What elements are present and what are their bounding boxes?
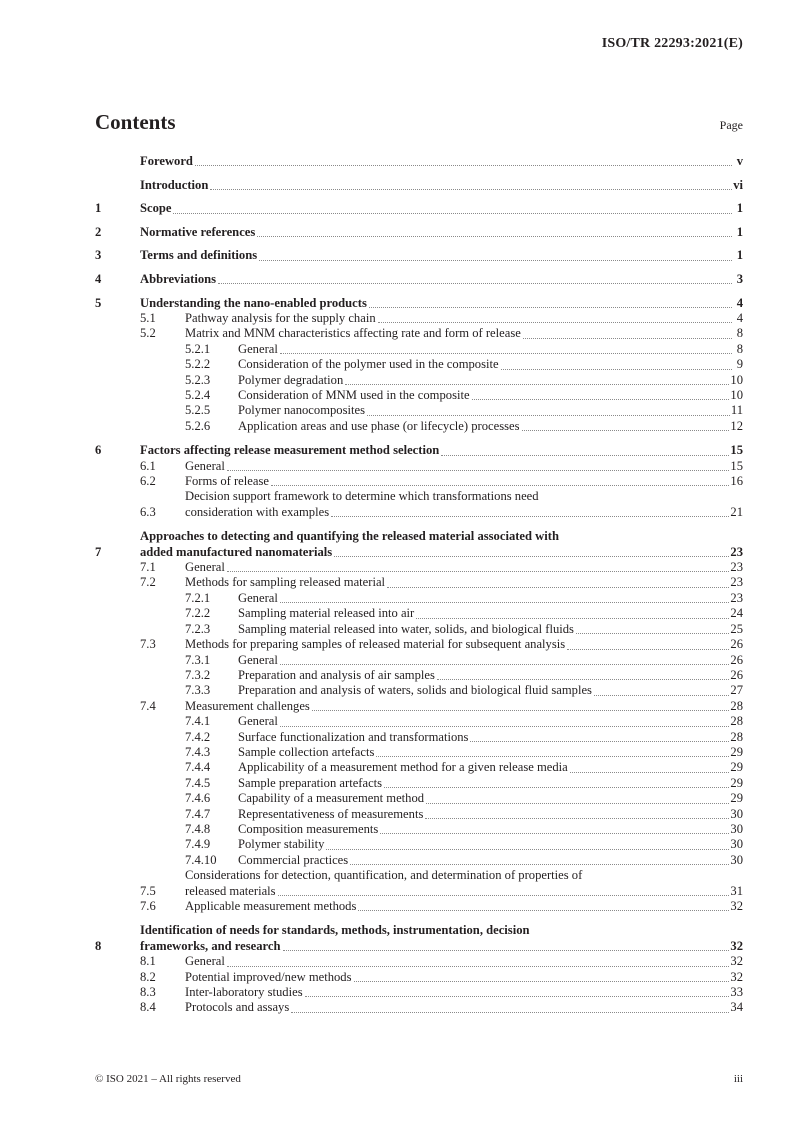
toc-entry-page: 29 [730,744,743,759]
toc-entry-number: 7.4.3 [185,744,211,759]
toc-entry-number: 7.4.1 [185,714,211,729]
toc-entry-title: General [185,954,225,969]
contents-heading: Contents [95,110,176,134]
toc-entry[interactable] [95,699,743,714]
toc-entry[interactable] [95,403,743,418]
toc-entry-title: Methods for preparing samples of released material for subsequent analysis [185,637,566,652]
toc-entry-title: General [238,652,278,667]
toc-entry[interactable] [95,730,743,745]
toc-entry-number: 5.2.5 [185,403,211,418]
dot-leader [312,710,730,711]
toc-entry-title: Commercial practices [238,852,349,867]
toc-entry[interactable] [95,837,743,852]
toc-entry[interactable] [95,591,743,606]
dot-leader [416,618,729,619]
dot-leader [437,679,730,680]
toc-entry-number: 5 [95,295,102,310]
toc-entry-page: 12 [730,418,743,433]
toc-entry-title: Sampling material released into water, solids, and biological fluids [238,621,574,636]
toc-entry-title: Considerations for detection, quantification, and determination of properties of [185,868,583,883]
toc-entry[interactable] [95,342,743,357]
toc-entry-page: v [736,154,743,168]
toc-entry-title: Preparation and analysis of waters, solids and biological fluid samples [238,683,592,698]
toc-entry-page: 34 [730,1000,743,1015]
toc-entry-title: Terms and definitions [140,248,258,263]
toc-entry-page: 27 [730,683,743,698]
toc-entry-number: 7.4.7 [185,806,211,821]
toc-entry-number: 7.4 [140,698,156,713]
dot-leader [567,649,729,650]
toc-entry[interactable] [95,419,743,434]
page-number-footer: iii [733,1073,743,1085]
toc-entry[interactable] [95,560,743,575]
toc-entry[interactable] [95,489,743,520]
toc-entry-page: 28 [730,729,743,744]
dot-leader [278,895,730,896]
toc-entry-page: 4 [736,310,743,325]
toc-entry-title: Abbreviations [140,271,217,286]
toc-entry-title: Polymer stability [238,837,325,852]
toc-entry-number: 7.6 [140,899,156,913]
toc-entry-title: Protocols and assays [185,1000,290,1015]
toc-entry-title: Representativeness of measurements [238,806,424,821]
toc-entry-number: 7.4.2 [185,729,211,744]
toc-entry-title: Pathway analysis for the supply chain [185,310,376,325]
dot-leader [280,726,730,727]
toc-entry-number: 7.4.6 [185,791,211,806]
toc-entry-page: 33 [730,985,743,1000]
toc-entry-title: Applicability of a measurement method for a given release media [238,760,568,775]
toc-entry-page: 23 [730,575,743,590]
dot-leader [501,369,732,370]
dot-leader [326,849,729,850]
toc-entry-title: General [238,714,278,729]
toc-entry-title: Methods for sampling released material [185,575,386,590]
toc-entry-page: 16 [730,474,743,489]
toc-entry-number: 5.2.3 [185,372,211,387]
toc-entry-title: Scope [140,201,172,216]
toc-entry[interactable] [95,899,743,914]
toc-entry-number: 8.2 [140,969,156,984]
toc-entry[interactable] [95,637,743,652]
dot-leader [257,236,732,237]
toc-entry-number: 5.1 [140,310,156,325]
toc-entry-page: 30 [730,821,743,836]
toc-entry-page: 26 [730,652,743,667]
dot-leader [345,384,729,385]
dot-leader [354,981,730,982]
toc-entry[interactable] [95,745,743,760]
toc-entry-page: 30 [730,837,743,852]
toc-entry[interactable] [95,178,743,193]
toc-entry-title: General [185,560,225,575]
toc-entry-page: 4 [736,295,743,310]
toc-entry-title: Normative references [140,224,256,239]
toc-entry-title: Understanding the nano-enabled products [140,295,367,310]
toc-entry-page: 30 [730,806,743,821]
toc-entry[interactable] [95,272,743,287]
toc-entry-title: Composition measurements [238,821,379,836]
toc-entry-number: 7.4.10 [185,852,217,867]
toc-entry-page: 23 [730,560,743,575]
dot-leader [358,910,729,911]
dot-leader [259,260,732,261]
toc-entry-number: 7.4.9 [185,837,211,852]
toc-entry-number: 7.3.3 [185,683,211,698]
toc-entry-number: 7.5 [140,883,156,898]
toc-entry-page: 29 [730,760,743,775]
toc-entry-title: Introduction [140,177,209,192]
toc-entry-title: Capability of a measurement method [238,791,425,806]
toc-entry-number: 7.2.1 [185,590,211,605]
toc-entry-page: 26 [730,637,743,652]
toc-entry-page: 30 [730,852,743,867]
toc-entry[interactable] [95,683,743,698]
toc-entry-page: 32 [730,899,743,913]
toc-entry-title: Consideration of the polymer used in the composite [238,357,499,372]
toc-entry-title: Factors affecting release measurement method selection [140,443,440,458]
toc-entry-number: 7.4.5 [185,775,211,790]
toc-entry-number: 7.2.2 [185,606,211,621]
toc-entry[interactable] [95,791,743,806]
toc-entry-number: 7.3.1 [185,652,211,667]
toc-entry[interactable] [95,575,743,590]
toc-entry-title: Preparation and analysis of air samples [238,667,435,682]
toc-entry-page: 32 [730,954,743,969]
dot-leader [227,966,730,967]
toc-entry-page: 26 [730,667,743,682]
toc-entry[interactable] [95,296,743,311]
toc-entry-title: General [185,458,225,473]
toc-entry-page: 29 [730,791,743,806]
toc-entry-title: Potential improved/new methods [185,969,352,984]
toc-entry-title-continued: released materials [185,883,276,898]
toc-entry-number: 5.2.2 [185,357,211,372]
dot-leader [380,833,729,834]
toc-entry[interactable] [95,923,743,954]
table-of-contents [95,154,743,1016]
toc-entry-number: 5.2.1 [185,341,211,356]
dot-leader [271,485,729,486]
toc-entry[interactable] [95,822,743,837]
toc-entry-number: 7.3 [140,637,156,652]
toc-entry-title: Matrix and MNM characteristics affecting rate and form of release [185,326,521,341]
toc-entry-number: 5.2 [140,326,156,341]
dot-leader [227,470,730,471]
dot-leader [283,950,730,951]
toc-entry-title: Applicable measurement methods [185,899,357,913]
toc-entry-number: 7.1 [140,560,156,575]
dot-leader [369,307,732,308]
toc-entry-number: 6 [95,443,102,458]
toc-entry-page: 1 [736,201,743,216]
dot-leader [523,338,732,339]
toc-entry[interactable] [95,668,743,683]
toc-entry-number: 3 [95,248,102,263]
toc-entry[interactable] [95,326,743,341]
toc-entry[interactable] [95,868,743,899]
dot-leader [570,772,730,773]
toc-entry-title: Inter-laboratory studies [185,985,303,1000]
dot-leader [280,353,732,354]
toc-entry-number: 5.2.4 [185,388,211,402]
toc-entry-page: 32 [730,969,743,984]
dot-leader [350,864,729,865]
toc-entry-number: 8.1 [140,954,156,969]
dot-leader [334,556,729,557]
dot-leader [594,695,729,696]
toc-entry-page: 15 [730,443,743,458]
toc-entry[interactable] [95,970,743,985]
toc-entry-title: Decision support framework to determine which transformations need [185,489,539,504]
toc-entry[interactable] [95,443,743,458]
dot-leader [227,571,730,572]
toc-entry[interactable] [95,388,743,403]
toc-entry-number: 1 [95,201,102,216]
toc-entry-title: Polymer nanocomposites [238,403,365,418]
toc-entry[interactable] [95,357,743,372]
toc-entry-title-continued: consideration with examples [185,504,330,519]
dot-leader [384,787,729,788]
toc-entry-page: 25 [730,621,743,636]
page-column-label: Page [719,118,743,132]
toc-entry[interactable] [95,807,743,822]
toc-entry[interactable] [95,248,743,263]
toc-entry-number: 7 [95,544,102,559]
dot-leader [470,741,729,742]
toc-entry[interactable] [95,1000,743,1015]
toc-entry-page: 15 [730,458,743,473]
toc-entry[interactable] [95,776,743,791]
toc-entry[interactable] [95,529,743,560]
toc-entry-number: 7.4.8 [185,821,211,836]
toc-entry-title-continued: frameworks, and research [140,938,281,953]
toc-entry-title: Polymer degradation [238,372,344,387]
toc-entry-page: 8 [736,326,743,341]
toc-entry-page: 24 [730,606,743,621]
toc-entry-number: 7.2.3 [185,621,211,636]
dot-leader [426,803,729,804]
toc-entry-title: Application areas and use phase (or lifecycle) processes [238,418,520,433]
toc-entry-page: vi [733,177,743,192]
dot-leader [522,430,730,431]
toc-entry-title: Forms of release [185,474,269,489]
toc-entry-title: Identification of needs for standards, methods, instrumentation, decision [140,923,530,938]
toc-entry-page: 8 [736,341,743,356]
toc-entry-title: Consideration of MNM used in the composite [238,388,470,402]
toc-entry[interactable] [95,853,743,868]
toc-entry[interactable] [95,760,743,775]
toc-entry[interactable] [95,459,743,474]
toc-entry-title: Sample collection artefacts [238,744,375,759]
toc-entry[interactable] [95,985,743,1000]
toc-entry-page: 31 [730,883,743,898]
toc-entry-title-continued: added manufactured nanomaterials [140,544,333,559]
dot-leader [367,415,730,416]
dot-leader [576,633,729,634]
dot-leader [472,399,730,400]
toc-entry-page: 10 [730,388,743,402]
toc-entry-page: 28 [730,698,743,713]
toc-entry-page: 10 [730,372,743,387]
toc-entry[interactable] [95,225,743,240]
toc-entry[interactable] [95,653,743,668]
toc-entry-page: 1 [736,248,743,263]
toc-entry-page: 1 [736,224,743,239]
toc-entry-title: Foreword [140,154,193,168]
toc-entry-number: 8.3 [140,985,156,1000]
dot-leader [210,189,732,190]
toc-entry[interactable] [95,154,743,169]
toc-entry[interactable] [95,311,743,326]
toc-entry-title: Approaches to detecting and quantifying the released material associated with [140,529,559,544]
toc-entry-page: 11 [730,403,743,418]
dot-leader [291,1012,729,1013]
dot-leader [425,818,729,819]
dot-leader [331,516,729,517]
dot-leader [376,756,729,757]
toc-entry-number: 8.4 [140,1000,156,1015]
toc-entry[interactable] [95,373,743,388]
toc-entry-number: 6.3 [140,504,156,519]
dot-leader [441,455,729,456]
toc-entry-number: 8 [95,938,102,953]
toc-entry[interactable] [95,201,743,216]
document-id-header: ISO/TR 22293:2021(E) [601,36,743,51]
toc-entry-title: General [238,341,278,356]
dot-leader [280,602,730,603]
toc-entry-page: 28 [730,714,743,729]
toc-entry[interactable] [95,622,743,637]
toc-entry-title: Sample preparation artefacts [238,775,383,790]
toc-entry-number: 6.1 [140,458,156,473]
toc-entry-number: 4 [95,271,102,286]
toc-entry-page: 29 [730,775,743,790]
toc-entry-number: 2 [95,224,102,239]
toc-entry-number: 7.2 [140,575,156,590]
toc-entry-page: 32 [730,938,743,953]
toc-entry-title: Surface functionalization and transformations [238,729,469,744]
dot-leader [173,213,732,214]
toc-entry-title: Measurement challenges [185,698,310,713]
toc-entry[interactable] [95,606,743,621]
toc-entry-page: 9 [736,357,743,372]
dot-leader [378,322,732,323]
dot-leader [305,996,730,997]
dot-leader [387,587,729,588]
copyright-footer: © ISO 2021 – All rights reserved [95,1073,241,1085]
toc-entry-number: 6.2 [140,474,156,489]
toc-entry-number: 7.4.4 [185,760,211,775]
toc-entry-number: 5.2.6 [185,418,211,433]
dot-leader [280,664,730,665]
toc-entry-page: 23 [730,544,743,559]
toc-entry[interactable] [95,714,743,729]
toc-entry[interactable] [95,474,743,489]
toc-entry-page: 23 [730,590,743,605]
toc-entry-title: General [238,590,278,605]
dot-leader [195,165,732,166]
toc-entry[interactable] [95,954,743,969]
dot-leader [218,283,732,284]
toc-entry-number: 7.3.2 [185,667,211,682]
toc-entry-title: Sampling material released into air [238,606,415,621]
toc-entry-page: 3 [736,271,743,286]
toc-entry-page: 21 [730,504,743,519]
